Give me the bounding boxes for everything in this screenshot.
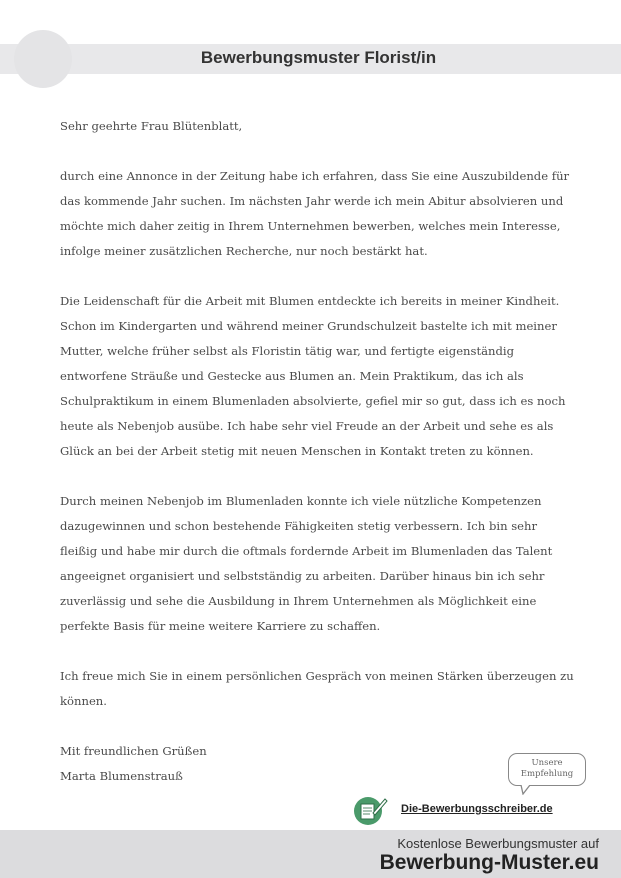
text-line: infolge meiner zusätzlichen Recherche, nur noch bestärkt hat.: [60, 244, 428, 258]
signature: Marta Blumenstrauß: [60, 769, 183, 783]
text-line: Glück an bei der Arbeit stetig mit neuen Menschen in Kontakt treten zu können.: [60, 444, 534, 458]
text-line: Mutter, welche früher selbst als Floristin tätig war, und fertigte eigenständig: [60, 344, 515, 358]
brand-link[interactable]: Die-Bewerbungsschreiber.de: [401, 803, 553, 815]
letter-body: [60, 114, 574, 789]
page-title: Bewerbungsmuster Florist/in: [200, 48, 437, 67]
recommendation-badge: [508, 753, 586, 786]
logo-icon: [351, 793, 389, 827]
text-line: perfekte Basis für meine weitere Karriere zu schaffen.: [60, 619, 381, 633]
salutation: Sehr geehrte Frau Blütenblatt,: [60, 119, 243, 133]
text-line: durch eine Annonce in der Zeitung habe ich erfahren, dass Sie eine Auszubildende für: [60, 169, 570, 183]
text-line: angeeignet organisiert und selbstständig zu arbeiten. Darüber hinaus bin ich sehr: [60, 569, 545, 583]
text-line: Die Leidenschaft für die Arbeit mit Blumen entdeckte ich bereits in meiner Kindheit.: [60, 294, 560, 308]
footer-tagline: Kostenlose Bewerbungsmuster auf: [397, 836, 599, 851]
text-line: Durch meinen Nebenjob im Blumenladen konnte ich viele nützliche Kompetenzen: [60, 494, 542, 508]
text-line: möchte mich daher zeitig in Ihrem Unternehmen bewerben, welches mein Interesse,: [60, 219, 561, 233]
text-line: dazugewinnen und schon bestehende Fähigkeiten stetig verbessern. Ich bin sehr: [60, 519, 538, 533]
text-line: können.: [60, 694, 107, 708]
footer-site[interactable]: Bewerbung-Muster.eu: [379, 851, 599, 874]
badge-line: Empfehlung: [520, 769, 574, 779]
text-line: zuverlässig und sehe die Ausbildung in Ihrem Unternehmen als Möglichkeit eine: [60, 594, 537, 608]
text-line: das kommende Jahr suchen. Im nächsten Jahr werde ich mein Abitur absolvieren und: [60, 194, 564, 208]
paragraph-4: [60, 664, 574, 714]
paragraph-2: [60, 289, 570, 464]
badge-line: Unsere: [531, 758, 563, 768]
paragraph-1: [60, 164, 570, 264]
text-line: Schulpraktikum in einem Blumenladen absolvierte, gefiel mir so gut, dass ich es noch: [60, 394, 566, 408]
closing: Mit freundlichen Grüßen: [60, 744, 207, 758]
speech-bubble-tail: [520, 785, 532, 795]
text-line: Schon im Kindergarten und während meiner Grundschulzeit bastelte ich mit meiner: [60, 319, 557, 333]
text-line: heute als Nebenjob ausübe. Ich habe sehr viel Freude an der Arbeit und sehe es als: [60, 419, 554, 433]
text-line: entworfene Sträuße und Gestecke aus Blumen an. Mein Praktikum, das ich als: [60, 369, 524, 383]
paragraph-3: [60, 489, 570, 639]
text-line: fleißig und habe mir durch die oftmals fordernde Arbeit im Blumenladen das Talent: [60, 544, 553, 558]
text-line: Ich freue mich Sie in einem persönlichen Gespräch von meinen Stärken überzeugen zu: [60, 669, 574, 683]
